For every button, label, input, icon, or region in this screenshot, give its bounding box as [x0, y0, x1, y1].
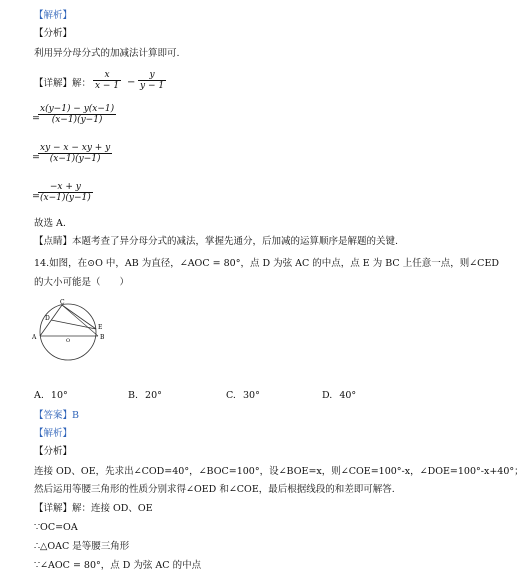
option-b-letter: B. [128, 390, 139, 401]
fenxi-text-2-line-2: 然后运用等腰三角形的性质分别求得∠OED 和∠COE，最后根据线段的和差即可解答. [34, 484, 395, 495]
equals-1: = [32, 113, 40, 124]
answer-tag: 【答案】B [34, 410, 79, 421]
step-3-fraction [38, 182, 93, 203]
step-1-denominator: (x−1)(y−1) [38, 114, 116, 125]
option-b [128, 390, 162, 401]
step-3-numerator: −x + y [49, 182, 81, 192]
step-1-numerator: x(y−1) − y(x−1) [40, 104, 115, 114]
conclusion-1: 故选 A. [34, 218, 66, 229]
option-a-value: 10° [50, 390, 68, 401]
option-c-letter: C. [226, 390, 236, 401]
because-line-1: ∵OC=OA [34, 522, 78, 533]
option-d-letter: D. [322, 390, 333, 401]
step-1-fraction [38, 104, 116, 125]
step-3-denominator: (x−1)(y−1) [40, 193, 91, 203]
step-2-numerator: xy − x − xy + y [40, 143, 111, 153]
step-2-fraction [38, 143, 112, 164]
question-14-line-2: 的大小可能是（ ） [34, 277, 130, 288]
option-b-value: 20° [145, 390, 162, 401]
fraction-a-numerator: x [104, 70, 110, 80]
fraction-a [93, 70, 121, 91]
label-b: B [100, 334, 105, 341]
option-d [322, 390, 356, 401]
detail-label-1: 【详解】解： [34, 78, 92, 89]
option-d-value: 40° [339, 390, 357, 401]
therefore-line-1: ∴△OAC 是等腰三角形 [34, 541, 130, 552]
option-c [226, 390, 260, 401]
label-o: O [66, 338, 71, 344]
circle-o [40, 304, 96, 360]
detail-heading-2: 【详解】解：连接 OD、OE [34, 503, 153, 514]
label-e: E [98, 324, 103, 331]
option-a-letter: A. [34, 390, 44, 401]
dianjing-note: 【点睛】本题考查了异分母分式的减法，掌握先通分，后加减的运算顺序是解题的关键. [34, 236, 399, 247]
question-14-line-1: 14.如图，在⊙O 中，AB 为直径，∠AOC = 80°，点 D 为弦 AC 的中点，点 E 为 BC 上任意一点，则∠CED [34, 258, 499, 269]
jiexi-tag-1: 【解析】 [34, 10, 73, 21]
because-line-2: ∵∠AOC = 80°，点 D 为弦 AC 的中点 [34, 560, 202, 571]
minus-sign: − [127, 77, 136, 88]
jiexi-tag-2: 【解析】 [34, 428, 73, 439]
fraction-b-denominator: y − 1 [140, 81, 165, 91]
label-a: A [32, 334, 37, 341]
fenxi-text-2-line-1: 连接 OD、OE，先求出∠COD=40°，∠BOC=100°，设∠BOE=x，则∠COE=100°-x，∠DOE=100°-x+40°； [34, 466, 524, 477]
equals-3: = [32, 191, 40, 202]
fenxi-heading-2: 【分析】 [34, 446, 73, 457]
label-d: D [45, 315, 50, 322]
circle-figure [28, 296, 110, 356]
fraction-b [138, 70, 166, 91]
fraction-b-numerator: y [149, 70, 155, 80]
equals-2: = [32, 152, 40, 163]
fenxi-heading-1: 【分析】 [34, 28, 73, 39]
fraction-a-denominator: x − 1 [95, 81, 120, 91]
label-c: C [60, 299, 65, 306]
fenxi-text-1: 利用异分母分式的加减法计算即可. [34, 48, 180, 59]
option-c-value: 30° [242, 390, 260, 401]
segment-cb [62, 305, 98, 336]
step-2-denominator: (x−1)(y−1) [38, 153, 112, 164]
option-a [34, 390, 68, 401]
